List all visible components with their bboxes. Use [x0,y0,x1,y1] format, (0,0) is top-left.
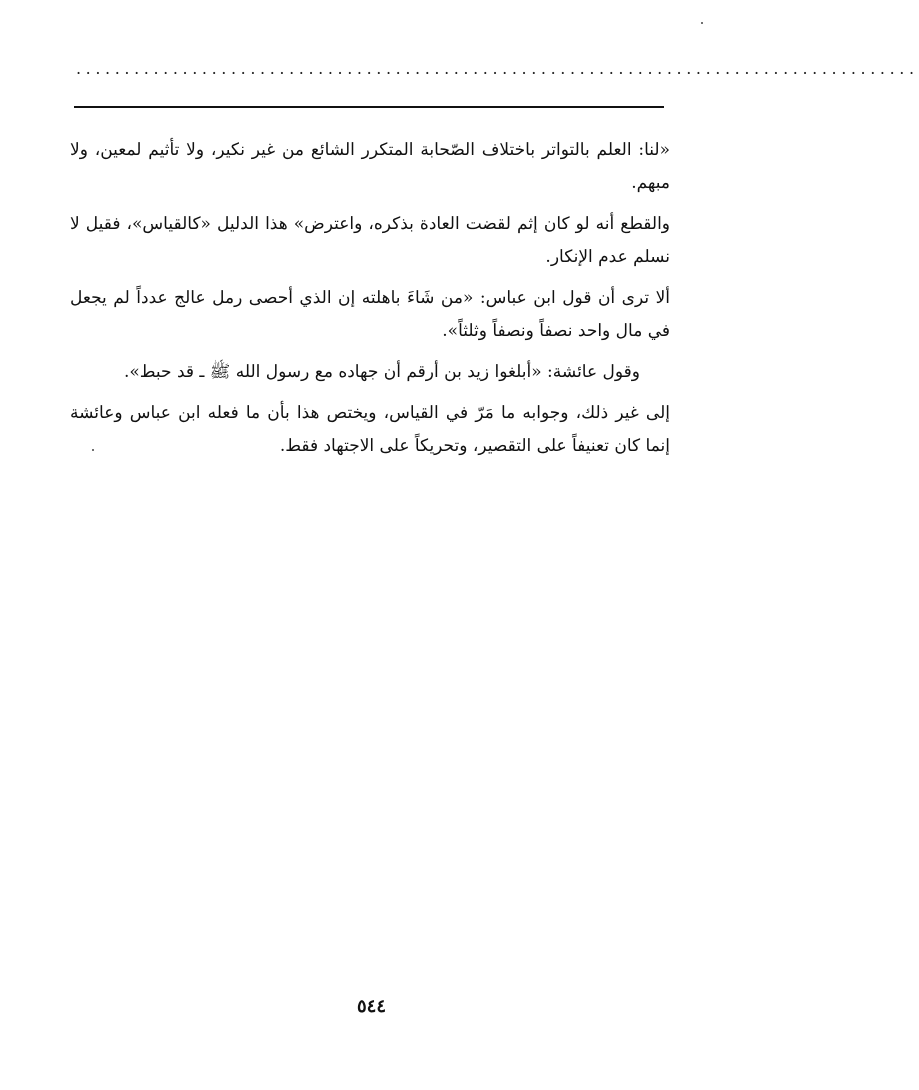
scan-speck [701,22,703,24]
page-body [70,134,670,471]
header-dotted-line: ....................................................................................... [76,59,919,78]
header-rule [74,106,664,108]
paragraph-2: والقطع أنه لو كان إثم لقضت العادة بذكره، واعترض» هذا الدليل «كالقياس»، فقيل لا نسلم عدم الإنكار. [70,214,670,267]
paragraph-4: وقول عائشة: «أبلغوا زيد بن أرقم أن جهاده مع رسول الله ﷺ ـ قد حبط». [123,362,640,382]
page-number: ٥٤٤ [356,996,386,1017]
paragraph-1: «لنا: العلم بالتواتر باختلاف الصّحابة المتكرر الشائع من غير نكير، ولا تأثيم لمعين، ولا مبهم. [70,140,670,193]
paragraph-5: إلى غير ذلك، وجوابه ما مَرّ في القياس، ويختص هذا بأن ما فعله ابن عباس وعائشة إنما كان تعنيفاً على التقصير، وتحريكاً على الاجتهاد فقط. [70,403,670,456]
paragraph-3: ألا ترى أن قول ابن عباس: «من شَاءَ باهلته إن الذي أحصى رمل عالج عدداً لم يجعل في مال واحد نصفاً ونصفاً وثلثاً». [70,288,670,341]
